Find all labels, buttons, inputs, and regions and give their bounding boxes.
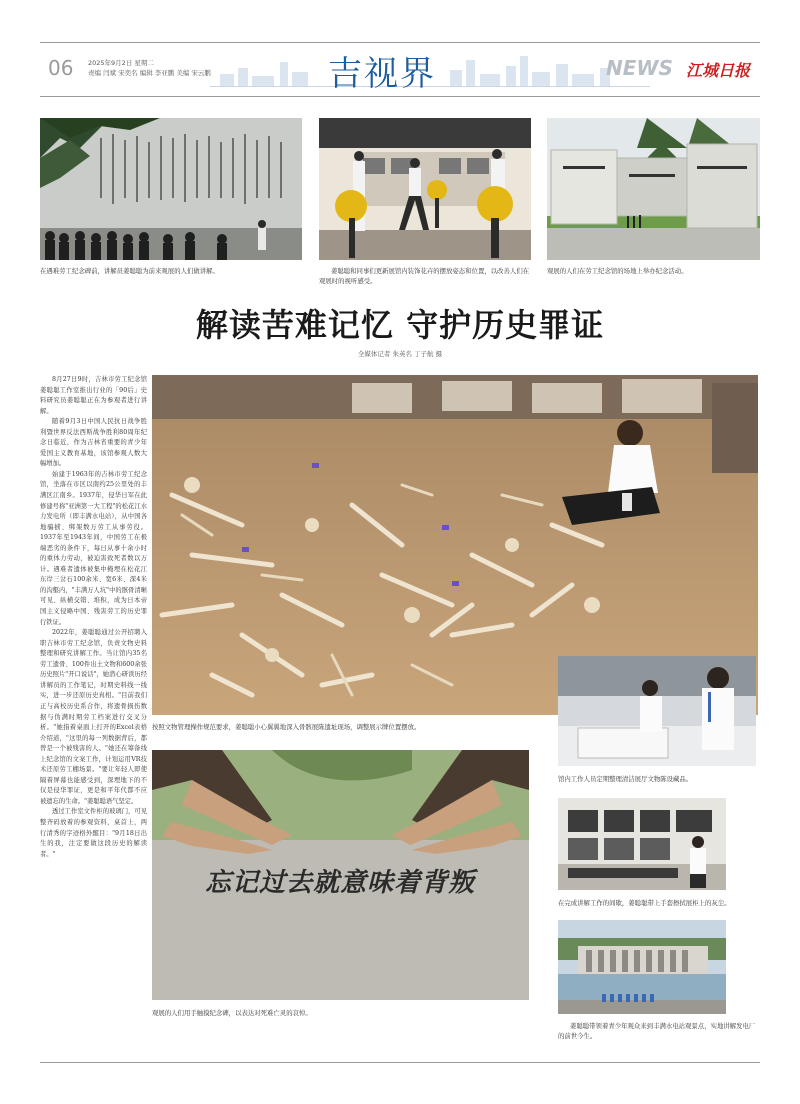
memorial-site-photo — [547, 118, 760, 260]
staff-cleaning-photo — [558, 656, 756, 766]
inscription-text: 忘记过去就意味着背叛 — [204, 868, 475, 898]
issue-date: 2025年9月2日 星期二 — [88, 59, 154, 67]
top-photo-caption-3: 观展的人们在劳工纪念馆的场地上举办纪念活动。 — [547, 267, 688, 275]
body-paragraph: 始建于1963年的吉林市劳工纪念馆，坐落在市区以南约25公里处的丰满区江南乡。1937年，侵华日军在此修建号称"亚洲第一大工程"的松花江水力发电所（即丰满水电站），从中国各地骗掳、绑架数万劳工从事劳役。1937年至1943年间，中国劳工在极端恶劣的条件下，每日从事十余小时的重体力劳动，被迫害致死者数以万计。遇难者遗体被集中掩埋在松花江东岸三岔石100余米、宽6米、深4米的沟壑内，"丰满万人坑"中的骸骨清晰可见、纵横交错、堆积，成为日本帝国主义侵略中国、残害劳工的历史罪行铁证。 — [40, 470, 147, 626]
article-body — [40, 375, 147, 1015]
header-bottom-rule — [40, 96, 760, 97]
body-paragraph: 8月27日9时，吉林市劳工纪念馆姜聪聪工作室推出行业的「90后」史料研究员姜聪聪正在为参观者进行讲解。 — [40, 376, 147, 415]
header-top-rule — [40, 42, 760, 43]
byline: 全媒体记者 朱英名 丁子航 摄 — [357, 350, 443, 358]
exhibit-dusting-photo — [558, 798, 726, 890]
news-label: NEWS — [606, 56, 673, 80]
body-paragraph: 随着9月3日中国人民抗日战争胜利暨世界反法西斯战争胜利80周年纪念日临近，作为吉林省重要的青少年爱国主义教育基地，该馆参观人数大幅增加。 — [40, 418, 147, 468]
footer-rule — [40, 1062, 760, 1063]
staff-line: 责编 闫斌 宋奕名 编辑 李亚鹏 美编 宋云鹏 — [88, 69, 211, 77]
hydropower-station-photo — [558, 920, 726, 1014]
top-photo-caption-1: 在遇难劳工纪念碑前，讲解员姜聪聪为前来观展的人们做讲解。 — [40, 267, 219, 275]
top-photo-caption-2: 姜聪聪和同事们更新展馆内装饰花卉的摆放姿态和位置，以改善人们在观展时的视听感受。 — [319, 267, 530, 285]
flower-arranging-photo — [319, 118, 531, 260]
main-photo-caption: 按照文物管理操作规范要求，姜聪聪小心翼翼地深入骨骸展陈遗址现场，调整展示牌位置摆放。 — [152, 723, 421, 731]
body-paragraph: 透过工作室文件柜的玻璃门，可见整齐码放着的参观资料，桌首上，两行清秀的字迹格外醒目："9月18日出生的我，注定要做这段历史的解读者。" — [40, 808, 147, 858]
headline: 解读苦难记忆 守护历史罪证 — [195, 306, 605, 344]
right-photo-caption-1: 馆内工作人员定期整理清洁展厅文物陈设藏品。 — [558, 775, 693, 783]
right-photo-caption-2: 在完成讲解工作的间歇，姜聪聪带上手套擦拭展柜上的灰尘。 — [558, 899, 731, 907]
body-paragraph: 2022年，姜聪聪通过公开招聘入职吉林市劳工纪念馆，负责文物史料整理和研究讲解工作。当让馆内35名劳工遗骨、100件出土文物和600余张历史照片"开口说话"，她潜心研读历经讲解员的工作笔记，时期史料线一线实，进一步还原历史真相。"目前我们正与高校历史系合作，将遗骨损伤数据与伪满时期劳工档案进行交叉分析。"她指着桌面上打开的Excel表格介绍道，"这里的每一列数据背后，都曾是一个被残害的人。"她还在筹备线上纪念馆的文案工作，计划运用VR技术还原劳工棚场景。"要让年轻人即使隔着屏幕也能感受到，深埋地下的不仅是侵华罪证，更是和平年代都不应被遗忘的生命。"姜聪聪语气坚定。 — [40, 629, 147, 805]
section-title: 吉视界 — [328, 54, 436, 94]
right-photo-caption-3: 姜聪聪带领着青少年观众来到丰满水电站观景点，实地讲解发电厂的前世今生。 — [558, 1022, 756, 1040]
motto-photo-caption: 观展的人们用手触摸纪念碑，以表达对死难亡灵的哀悼。 — [152, 1009, 312, 1017]
paper-name: 江城日报 — [686, 61, 751, 80]
memorial-wall-photo — [40, 118, 302, 260]
page-number: 06 — [48, 56, 74, 80]
